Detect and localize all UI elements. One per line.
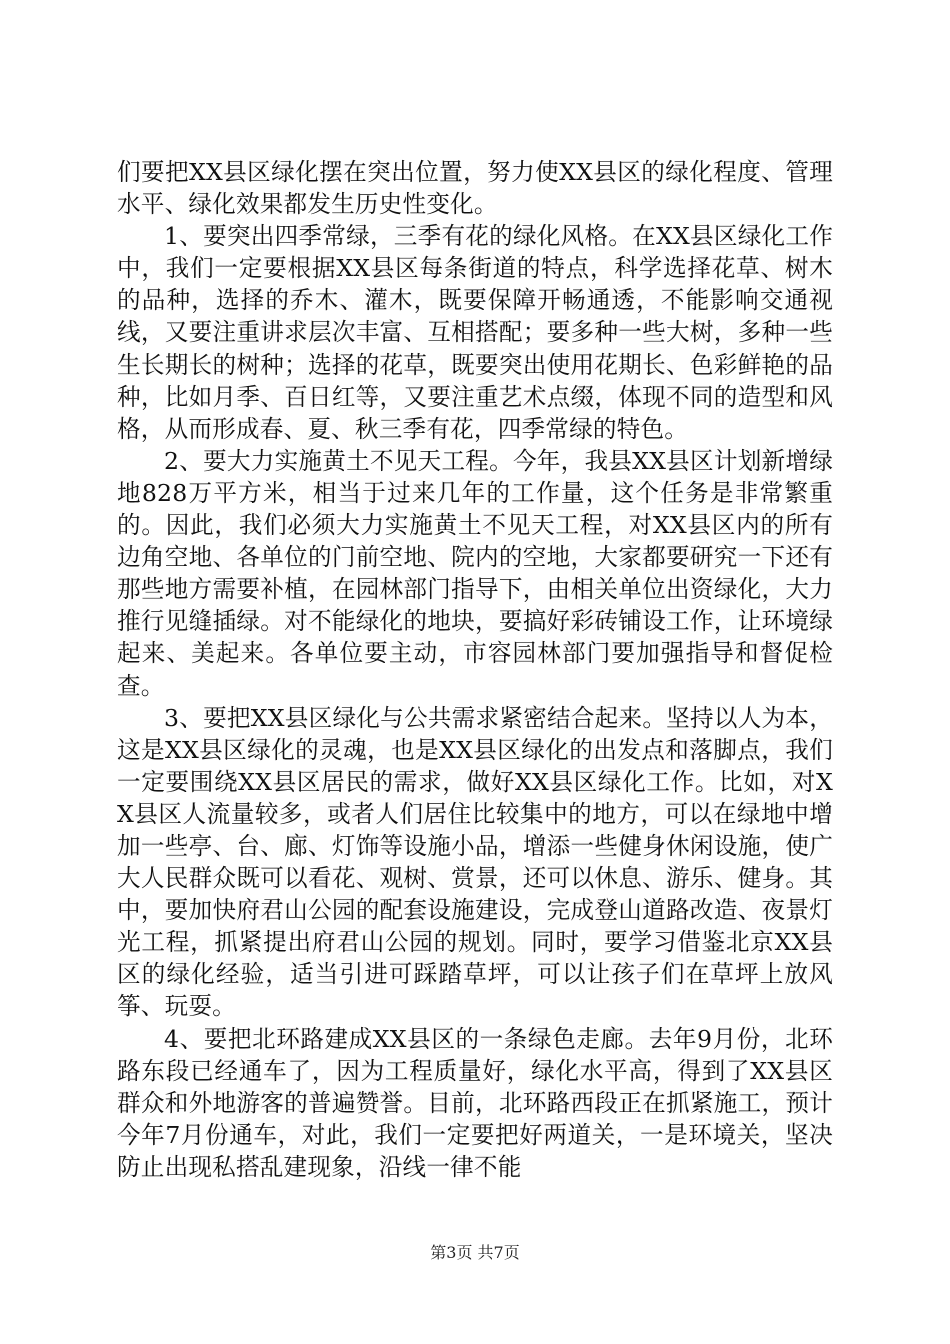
paragraph-item-4: 4、要把北环路建成XX县区的一条绿色走廊。去年9月份，北环路东段已经通车了，因为工程质量好，绿化水平高，得到了XX县区群众和外地游客的普遍赞誉。目前，北环路西段正在抓紧施工，预计今年7月份通车，对此，我们一定要把好两道关，一是环境关，坚决防止出现私搭乱建现象，沿线一律不能 <box>117 1024 833 1181</box>
paragraph-item-3: 3、要把XX县区绿化与公共需求紧密结合起来。坚持以人为本，这是XX县区绿化的灵魂，也是XX县区绿化的出发点和落脚点，我们一定要围绕XX县区居民的需求，做好XX县区绿化工作。比如，对XX县区人流量较多，或者人们居住比较集中的地方，可以在绿地中增加一些亭、台、廊、灯饰等设施小品，增添一些健身休闲设施，使广大人民群众既可以看花、观树、赏景，还可以休息、游乐、健身。其中，要加快府君山公园的配套设施建设，完成登山道路改造、夜景灯光工程，抓紧提出府君山公园的规划。同时，要学习借鉴北京XX县区的绿化经验，适当引进可踩踏草坪，可以让孩子们在草坪上放风筝、玩耍。 <box>117 703 833 1021</box>
page-number: 第3页 共7页 <box>430 1243 520 1262</box>
paragraph-item-1: 1、要突出四季常绿，三季有花的绿化风格。在XX县区绿化工作中，我们一定要根据XX县区每条街道的特点，科学选择花草、树木的品种，选择的乔木、灌木，既要保障开畅通透，不能影响交通视线，又要注重讲求层次丰富、互相搭配；要多种一些大树，多种一些生长期长的树种；选择的花草，既要突出使用花期长、色彩鲜艳的品种，比如月季、百日红等，又要注重艺术点缀，体现不同的造型和风格，从而形成春、夏、秋三季有花，四季常绿的特色。 <box>117 222 833 443</box>
page-footer <box>0 1243 950 1263</box>
paragraph-item-2: 2、要大力实施黄土不见天工程。今年，我县XX县区计划新增绿地828万平方米，相当于过来几年的工作量，这个任务是非常繁重的。因此，我们必须大力实施黄土不见天工程，对XX县区内的所有边角空地、各单位的门前空地、院内的空地，大家都要研究一下还有那些地方需要补植，在园林部门指导下，由相关单位出资绿化，大力推行见缝插绿。对不能绿化的地块，要搞好彩砖铺设工作，让环境绿起来、美起来。各单位要主动，市容园林部门要加强指导和督促检查。 <box>117 446 833 700</box>
paragraph-continuation: 们要把XX县区绿化摆在突出位置，努力使XX县区的绿化程度、管理水平、绿化效果都发生历史性变化。 <box>117 158 833 219</box>
document-body <box>117 156 833 1183</box>
